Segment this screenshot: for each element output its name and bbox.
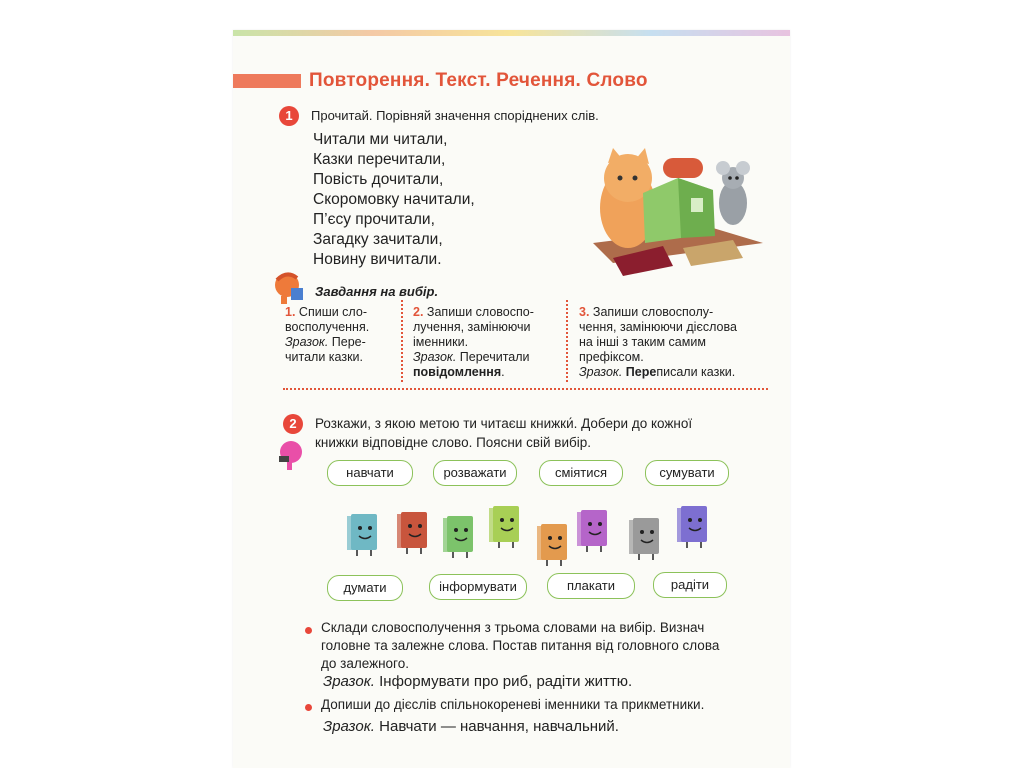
poem-line: Новину вичитали. [313,251,442,268]
task-number: 1. [285,305,296,319]
poem-line: Скоромовку начитали, [313,191,475,208]
sample-text: читали казки. [285,350,363,364]
section-divider [283,388,768,390]
word-card: навчати [327,460,413,486]
exercise-1-instruction: Прочитай. Порівняй значення споріднених слів. [311,108,599,123]
poem-line: Загадку зачитали, [313,231,443,248]
choice-task-3 [579,305,779,380]
bullet-dot [305,704,312,711]
word-card: сміятися [539,460,623,486]
task-number: 3. [579,305,590,319]
word-card: радіти [653,572,727,598]
book-character-icon [485,500,525,550]
sample-label: Зразок. [323,673,375,690]
instruction-line: книжки відповідне слово. Поясни свій вибір. [315,435,592,450]
word-card: плакати [547,573,635,599]
poem-line: Повість дочитали, [313,171,444,188]
book-character-icon [343,508,383,558]
task-text: префіксом. [579,350,644,364]
top-color-strip [233,30,790,36]
sample-text: Перечитали [459,350,530,364]
pink-mascot-icon [277,438,307,472]
task-line: до залежного. [321,656,409,671]
book-character-icon [393,506,433,556]
sample-label: Зразок. [285,335,329,349]
column-divider [566,300,568,382]
task-text: іменники. [413,335,469,349]
bullet-task-1 [321,619,776,673]
word-card: думати [327,575,403,601]
task-text: Запиши словоспо- [426,305,534,319]
column-divider [401,300,403,382]
bullet-task-2: Допиши до дієслів спільнокореневі іменники та прикметники. [321,697,705,712]
task-number: 2. [413,305,424,319]
word-card: розважати [433,460,517,486]
sample-label: Зразок. [413,350,457,364]
sample-end: . [501,365,505,379]
task-text: восполучення. [285,320,370,334]
task-text: чення, замінюючи дієслова [579,320,737,334]
choice-task-1 [285,305,395,365]
exercise-number-2: 2 [283,414,303,434]
sample-bold: повідомлення [413,365,502,379]
sample-label: Зразок. [579,365,623,379]
task-text: Спиши сло- [298,305,367,319]
task-text: Запиши словосполу- [592,305,714,319]
exercise-number-1: 1 [279,106,299,126]
textbook-page [233,30,790,768]
poem-line: Читали ми читали, [313,131,448,148]
title-accent-bar [233,74,301,88]
word-card: інформувати [429,574,527,600]
bullet-dot [305,627,312,634]
book-character-icon [673,500,713,550]
book-character-icon [533,518,573,568]
instruction-line: Розкажи, з якою метою ти читаєш книжки́. Добери до кожної [315,416,693,431]
mascot-icon [271,270,309,306]
word-card: сумувати [645,460,729,486]
choice-title: Завдання на вибір. [315,284,439,299]
sample-bold: Пере [625,365,657,379]
choice-task-2 [413,305,563,380]
sample-1 [323,673,632,690]
sample-label: Зразок. [323,718,375,735]
task-line: Склади словосполучення з трьома словами на вибір. Визнач [321,620,705,635]
sample-2 [323,718,619,735]
book-character-icon [625,512,665,562]
poem-line: Казки перечитали, [313,151,446,168]
sample-text: Навчати — навчання, навчальний. [379,718,619,735]
sample-text: Інформувати про риб, радіти життю. [379,673,633,690]
sample-text: писали казки. [656,365,736,379]
cat-mouse-reading-illustration [573,148,773,278]
task-text: лучення, замінюючи [413,320,531,334]
book-character-icon [573,504,613,554]
page-title: Повторення. Текст. Речення. Слово [309,70,648,91]
task-line: головне та залежне слова. Постав питання від головного слова [321,638,720,653]
exercise-2-instruction [315,414,692,452]
book-character-icon [439,510,479,560]
task-text: на інші з таким самим [579,335,706,349]
sample-text: Пере- [331,335,366,349]
poem [313,130,475,270]
poem-line: П’єсу прочитали, [313,211,435,228]
